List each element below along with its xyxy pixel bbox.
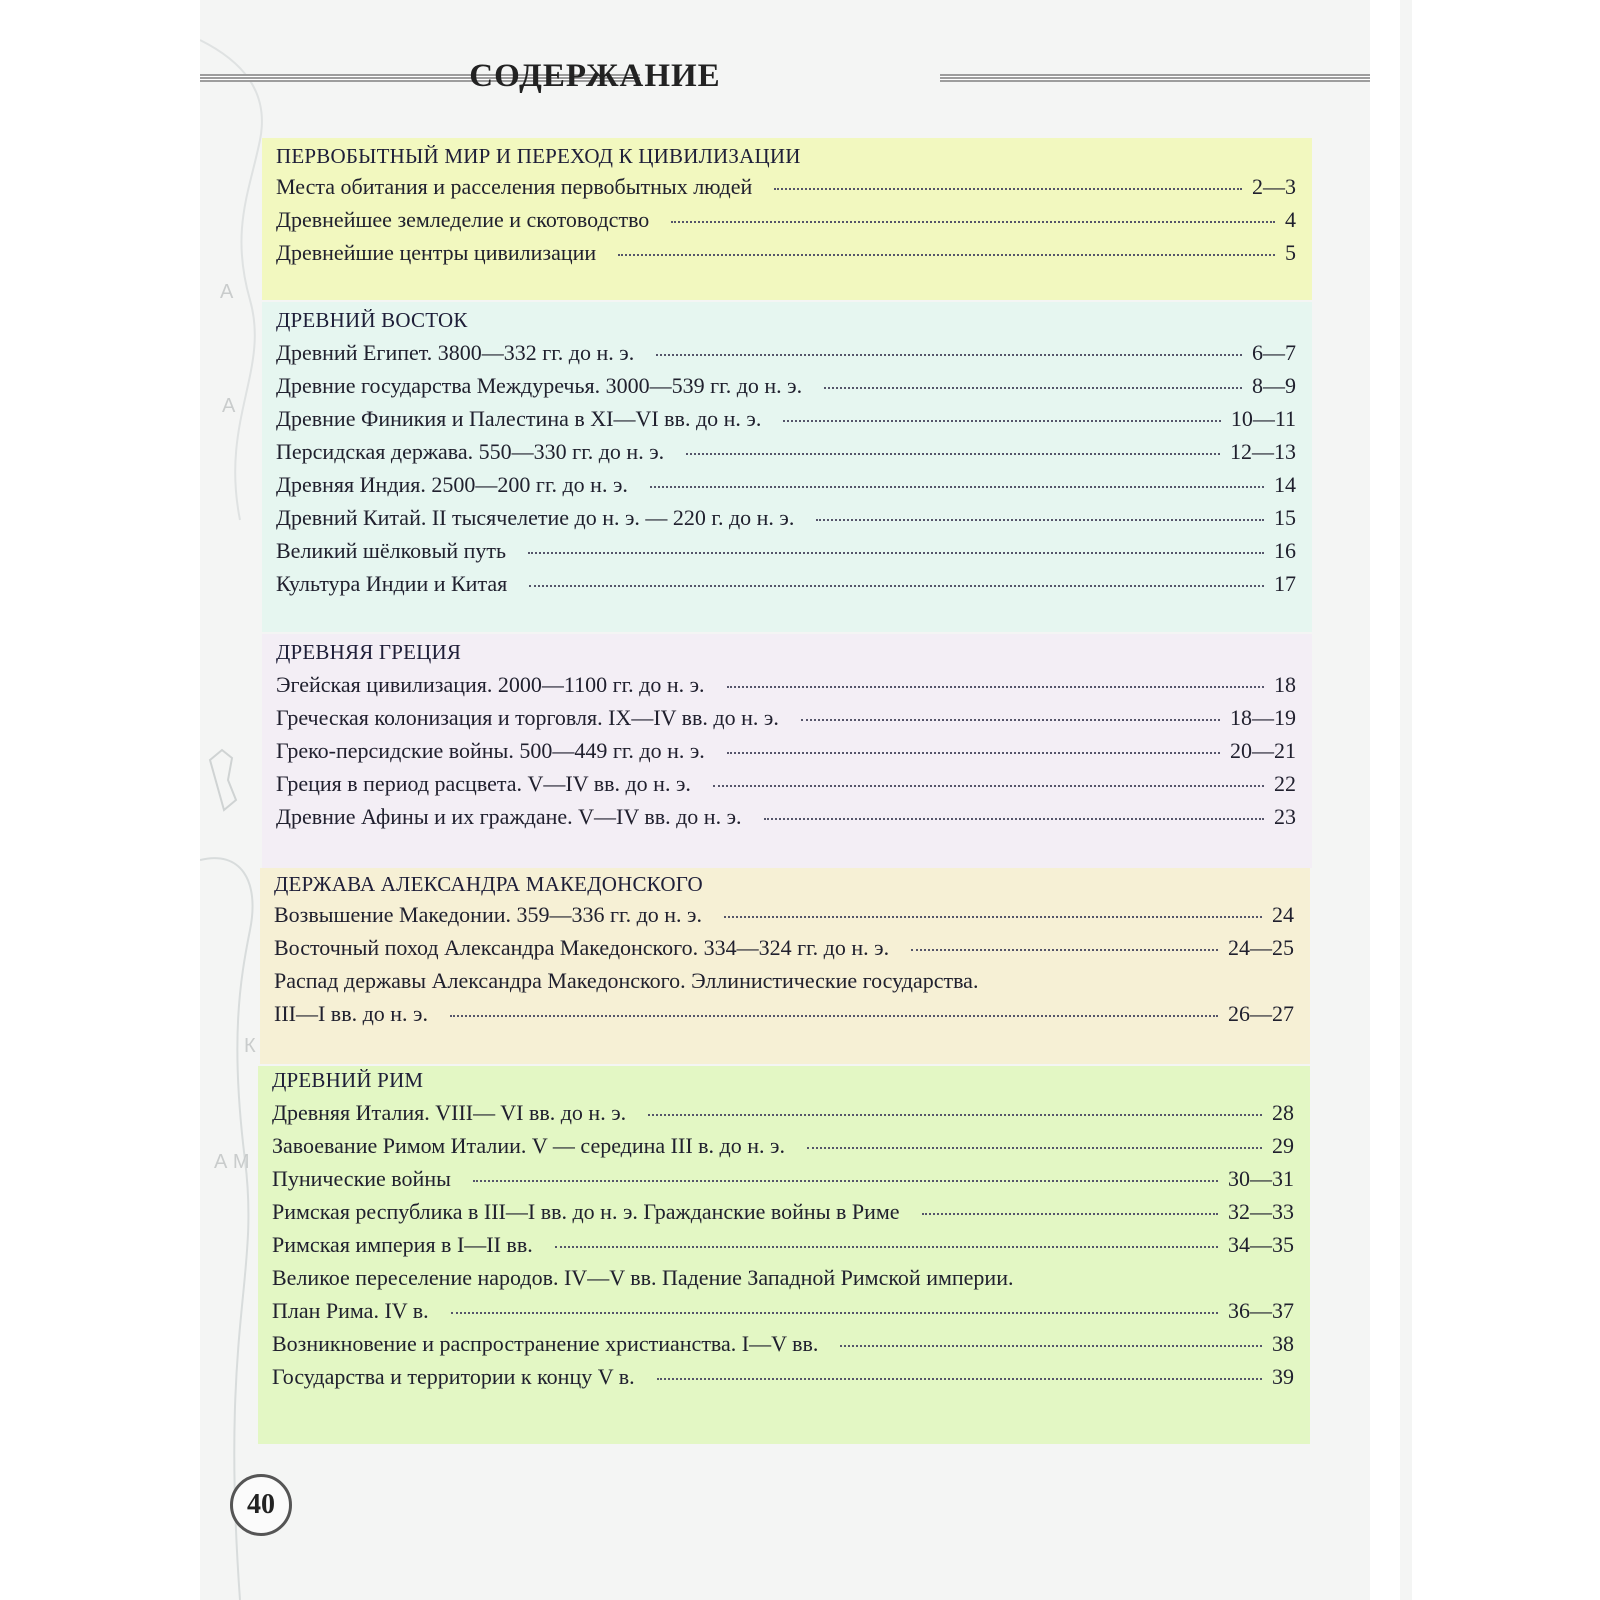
dot-leader [727, 686, 1264, 688]
dot-leader [451, 1312, 1218, 1314]
dot-leader [450, 1015, 1218, 1017]
entry-title: Греция в период расцвета. V—IV вв. до н. э. [276, 771, 691, 796]
page-edge [1370, 0, 1400, 1600]
entry-page-number: 16 [1274, 538, 1296, 563]
toc-entry[interactable] [272, 1364, 1294, 1394]
entry-page-number: 39 [1272, 1364, 1294, 1389]
toc-entry[interactable] [274, 935, 1294, 965]
dot-leader [713, 785, 1264, 787]
svg-text:К: К [244, 1035, 256, 1057]
toc-entry[interactable] [276, 406, 1296, 436]
entry-page-number: 23 [1274, 804, 1296, 829]
toc-entry[interactable] [272, 1265, 1294, 1295]
entry-page-number: 32—33 [1228, 1199, 1294, 1224]
entry-title: Древние государства Междуречья. 3000—539 гг. до н. э. [276, 373, 803, 398]
entry-title: Древняя Индия. 2500—200 гг. до н. э. [276, 472, 628, 497]
entry-title: Древний Египет. 3800—332 гг. до н. э. [276, 340, 635, 365]
entry-page-number: 26—27 [1228, 1001, 1294, 1026]
svg-text:А: А [222, 395, 236, 417]
entry-page-number: 18 [1274, 672, 1296, 697]
toc-entry[interactable] [272, 1133, 1294, 1163]
toc-entry[interactable] [274, 902, 1294, 932]
toc-entry[interactable] [272, 1166, 1294, 1196]
page-number: 40 [230, 1474, 292, 1536]
entry-title: Великий шёлковый путь [276, 538, 507, 563]
dot-leader [528, 552, 1264, 554]
dot-leader [807, 1147, 1262, 1149]
entry-page-number: 8—9 [1252, 373, 1296, 398]
entry-title: Древние Финикия и Палестина в XI—VI вв. до н. э. [276, 406, 762, 431]
entry-title: Пунические войны [272, 1166, 451, 1191]
entry-page-number: 2—3 [1252, 174, 1296, 199]
entry-title: III—I вв. до н. э. [274, 1001, 428, 1026]
toc-entry[interactable] [276, 804, 1296, 834]
toc-entry[interactable] [276, 571, 1296, 601]
entry-page-number: 36—37 [1228, 1298, 1294, 1323]
svg-text:А: А [220, 281, 234, 303]
entry-title: Культура Индии и Китая [276, 571, 508, 596]
toc-entry[interactable] [276, 207, 1296, 237]
section-title: ДРЕВНИЙ ВОСТОК [276, 308, 468, 332]
entry-title: Греко-персидские войны. 500—449 гг. до н. э. [276, 738, 705, 763]
entry-title: Римская империя в I—II вв. [272, 1232, 533, 1257]
entry-page-number: 24—25 [1228, 935, 1294, 960]
toc-entry[interactable] [276, 738, 1296, 768]
dot-leader [764, 818, 1264, 820]
toc-entry[interactable] [272, 1232, 1294, 1262]
toc-entry[interactable] [276, 771, 1296, 801]
section-title: ПЕРВОБЫТНЫЙ МИР И ПЕРЕХОД К ЦИВИЛИЗАЦИИ [276, 144, 801, 168]
toc-entry[interactable] [272, 1100, 1294, 1130]
entry-title: Места обитания и расселения первобытных людей [276, 174, 753, 199]
entry-page-number: 15 [1274, 505, 1296, 530]
entry-page-number: 30—31 [1228, 1166, 1294, 1191]
dot-leader [801, 719, 1220, 721]
entry-title: Великое переселение народов. IV—V вв. Падение Западной Римской империи. [272, 1265, 1014, 1290]
toc-entry[interactable] [276, 538, 1296, 568]
entry-page-number: 38 [1272, 1331, 1294, 1356]
toc-entry[interactable] [272, 1199, 1294, 1229]
toc-section [260, 868, 1310, 1064]
toc-entry[interactable] [276, 439, 1296, 469]
toc-section [258, 1066, 1310, 1444]
dot-leader [473, 1180, 1218, 1182]
header-rule-right [940, 74, 1370, 82]
toc-entry[interactable] [272, 1298, 1294, 1328]
dot-leader [618, 254, 1275, 256]
dot-leader [911, 949, 1218, 951]
entry-page-number: 17 [1274, 571, 1296, 596]
dot-leader [816, 519, 1264, 521]
toc-entry[interactable] [276, 672, 1296, 702]
toc-entry[interactable] [274, 1001, 1294, 1031]
entry-page-number: 12—13 [1230, 439, 1296, 464]
dot-leader [555, 1246, 1218, 1248]
toc-section [262, 138, 1312, 300]
toc-entry[interactable] [276, 472, 1296, 502]
dot-leader [650, 486, 1264, 488]
entry-title: Государства и территории к концу V в. [272, 1364, 635, 1389]
entry-title: План Рима. IV в. [272, 1298, 429, 1323]
entry-page-number: 28 [1272, 1100, 1294, 1125]
section-title: ДЕРЖАВА АЛЕКСАНДРА МАКЕДОНСКОГО [274, 872, 703, 896]
entry-title: Римская республика в III—I вв. до н. э. Гражданские войны в Риме [272, 1199, 900, 1224]
entry-page-number: 14 [1274, 472, 1296, 497]
dot-leader [922, 1213, 1218, 1215]
dot-leader [529, 585, 1264, 587]
toc-entry[interactable] [276, 340, 1296, 370]
toc-entry[interactable] [276, 705, 1296, 735]
entry-title: Завоевание Римом Италии. V — середина III в. до н. э. [272, 1133, 785, 1158]
entry-title: Древняя Италия. VIII— VI вв. до н. э. [272, 1100, 627, 1125]
entry-page-number: 22 [1274, 771, 1296, 796]
toc-section [262, 302, 1312, 632]
dot-leader [686, 453, 1220, 455]
dot-leader [727, 752, 1220, 754]
entry-title: Распад державы Александра Македонского. Эллинистические государства. [274, 968, 979, 993]
section-title: ДРЕВНИЙ РИМ [272, 1068, 424, 1092]
entry-title: Греческая колонизация и торговля. IX—IV вв. до н. э. [276, 705, 779, 730]
entry-page-number: 18—19 [1230, 705, 1296, 730]
dot-leader [840, 1345, 1262, 1347]
entry-page-number: 34—35 [1228, 1232, 1294, 1257]
entry-title: Древнейшее земледелие и скотоводство [276, 207, 650, 232]
dot-leader [656, 354, 1242, 356]
section-title: ДРЕВНЯЯ ГРЕЦИЯ [276, 640, 462, 664]
toc-entry[interactable] [276, 505, 1296, 535]
toc-entry[interactable] [276, 174, 1296, 204]
entry-page-number: 20—21 [1230, 738, 1296, 763]
entry-title: Древнейшие центры цивилизации [276, 240, 597, 265]
entry-page-number: 6—7 [1252, 340, 1296, 365]
toc-entry[interactable] [276, 373, 1296, 403]
dot-leader [724, 916, 1262, 918]
entry-page-number: 24 [1272, 902, 1294, 927]
toc-entry[interactable] [276, 240, 1296, 270]
entry-page-number: 5 [1285, 240, 1296, 265]
page-title: СОДЕРЖАНИЕ [469, 58, 721, 94]
entry-page-number: 10—11 [1230, 406, 1296, 431]
dot-leader [824, 387, 1242, 389]
entry-title: Персидская держава. 550—330 гг. до н. э. [276, 439, 665, 464]
toc-section [262, 634, 1312, 868]
dot-leader [648, 1114, 1262, 1116]
entry-title: Возникновение и распространение христианства. I—V вв. [272, 1331, 819, 1356]
entry-title: Эгейская цивилизация. 2000—1100 гг. до н. э. [276, 672, 705, 697]
entry-title: Древний Китай. II тысячелетие до н. э. — 220 г. до н. э. [276, 505, 795, 530]
dot-leader [671, 221, 1275, 223]
entry-page-number: 29 [1272, 1133, 1294, 1158]
dot-leader [657, 1378, 1262, 1380]
entry-title: Восточный поход Александра Македонского. 334—324 гг. до н. э. [274, 935, 890, 960]
svg-text:А М: А М [214, 1151, 250, 1173]
toc-entry[interactable] [272, 1331, 1294, 1361]
toc-entry[interactable] [274, 968, 1294, 998]
entry-title: Древние Афины и их граждане. V—IV вв. до н. э. [276, 804, 742, 829]
dot-leader [783, 420, 1220, 422]
dot-leader [774, 188, 1242, 190]
entry-title: Возвышение Македонии. 359—336 гг. до н. э. [274, 902, 702, 927]
entry-page-number: 4 [1285, 207, 1296, 232]
